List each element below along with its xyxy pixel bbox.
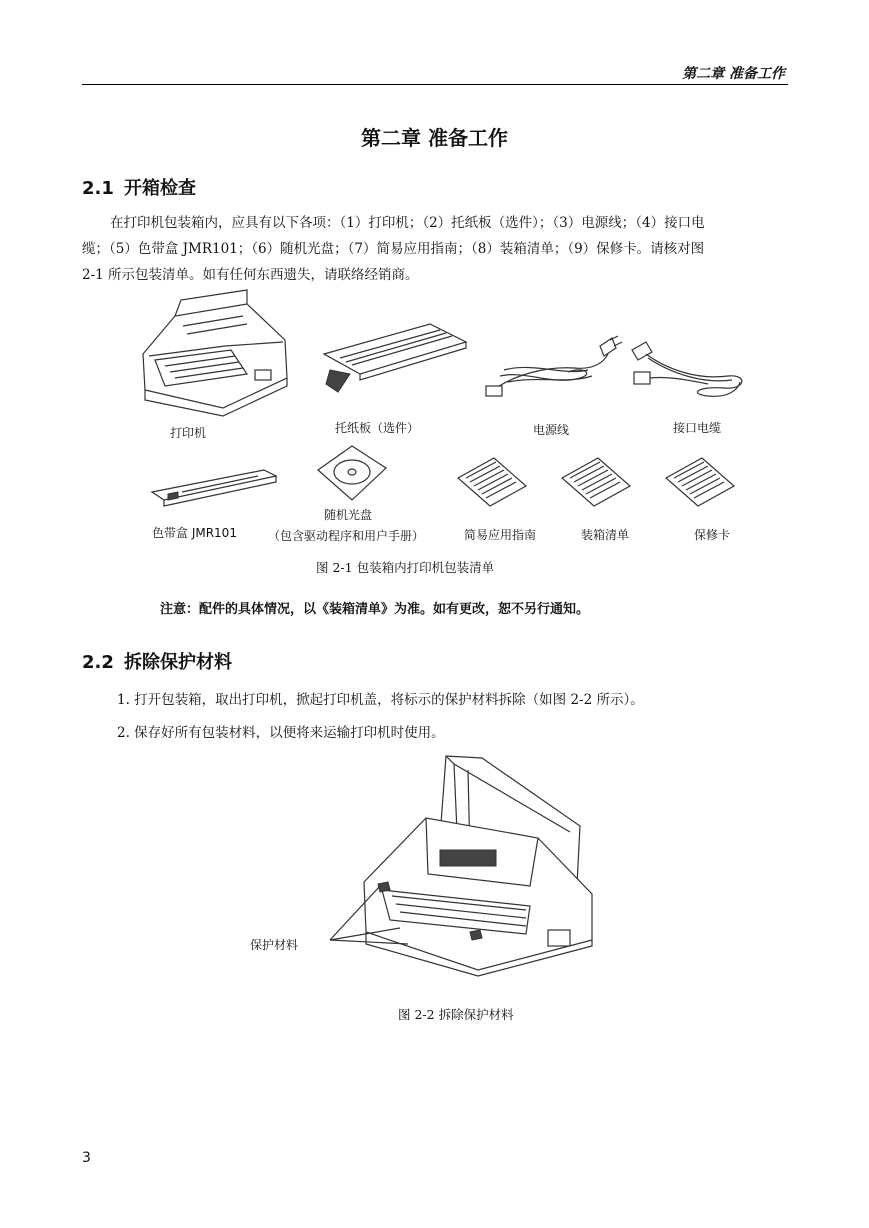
protective-material-pointer-lines [300,880,410,950]
protective-material-label: 保护材料 [250,938,299,952]
item-label-ribbon: 色带盒 JMR101 [152,526,237,540]
guide-illustration [454,456,530,508]
warranty-card-illustration [662,456,738,508]
figure-caption-2-1: 图 2-1 包装箱内打印机包装清单 [316,560,495,575]
section-heading-2-1 [82,174,196,200]
section-title: 拆除保护材料 [124,652,232,673]
item-label-guide: 简易应用指南 [464,528,537,542]
section-paragraph [82,210,788,288]
item-label-tray: 托纸板（选件） [335,421,420,435]
item-label-cd-note: （包含驱动程序和用户手册） [268,529,425,543]
paragraph-line: 缆；（5）色带盒 JMR101；（6）随机光盘；（7）简易应用指南；（8）装箱清单；（9）保修卡。请核对图 [82,241,705,257]
item-label-interface-cable: 接口电缆 [673,421,722,435]
item-label-warranty: 保修卡 [694,528,731,542]
paragraph-line: 2-1 所示包装清单。如有任何东西遗失，请联络经销商。 [82,267,419,283]
printer-illustration [135,296,295,414]
header-rule [82,84,788,85]
running-head: 第二章 准备工作 [682,66,785,82]
cd-illustration [316,444,388,502]
section-heading-2-2 [82,648,232,674]
page-number: 3 [82,1150,91,1166]
tray-illustration [320,318,470,400]
chapter-title: 第二章 准备工作 [361,126,508,150]
power-cord-illustration [484,326,624,402]
item-label-packing-list: 装箱清单 [581,528,630,542]
paragraph-line: 在打印机包装箱内，应具有以下各项：（1）打印机；（2）托纸板（选件）；（3）电源线；（4）接口电 [110,215,705,231]
section-title: 开箱检查 [124,178,196,199]
figure-caption-2-2: 图 2-2 拆除保护材料 [398,1007,514,1022]
step-1: 1. 打开包装箱，取出打印机，掀起打印机盖，将标示的保护材料拆除（如图 2-2 所示）。 [117,692,644,708]
item-label-printer: 打印机 [170,426,207,440]
step-2: 2. 保存好所有包装材料，以便将来运输打印机时使用。 [117,725,445,741]
packing-list-illustration [558,456,634,508]
interface-cable-illustration [628,340,756,404]
section-number: 2.1 [82,178,114,199]
section-number: 2.2 [82,652,114,673]
item-label-cd: 随机光盘 [324,508,373,522]
ribbon-cartridge-illustration [148,464,280,508]
note-text: 注意：配件的具体情况，以《装箱清单》为准。如有更改，恕不另行通知。 [160,602,590,617]
item-label-power-cord: 电源线 [533,423,570,437]
